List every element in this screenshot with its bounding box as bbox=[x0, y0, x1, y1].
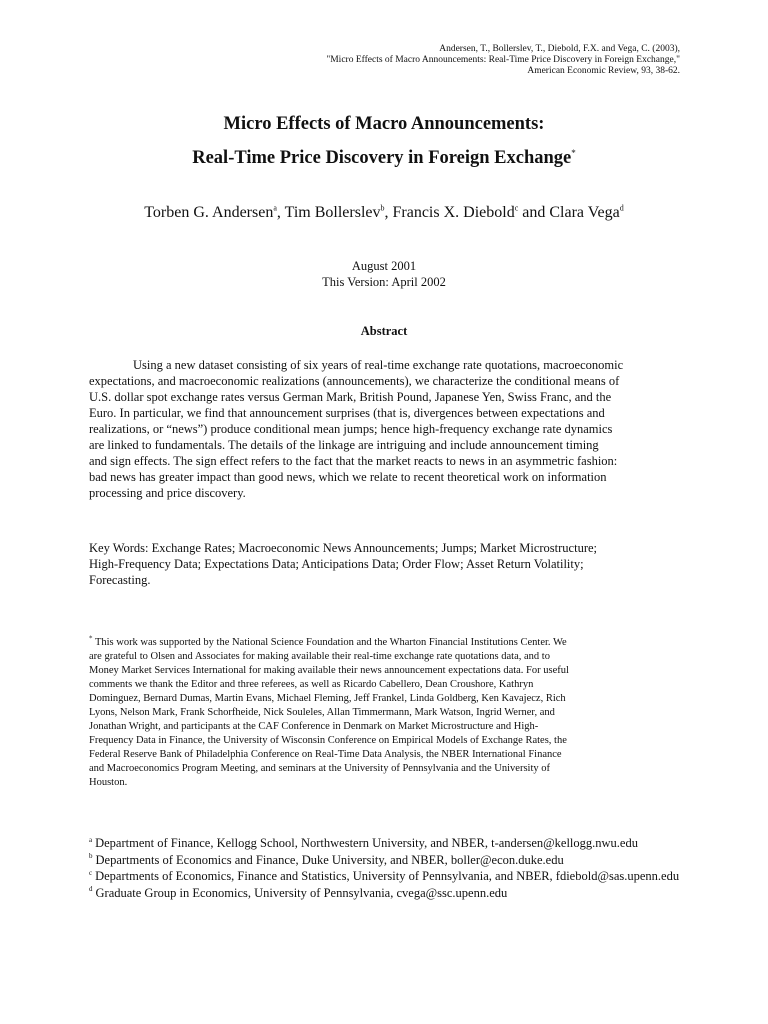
abstract-line: are linked to fundamentals. The details of the linkage are intriguing and include announcement timing bbox=[89, 438, 599, 452]
affiliation-text: Department of Finance, Kellogg School, Northwestern University, and NBER, t-andersen@kellogg.nwu.edu bbox=[95, 836, 638, 850]
paper-title-line-1: Micro Effects of Macro Announcements: bbox=[223, 114, 545, 134]
footnote-line: are grateful to Olsen and Associates for making available their real-time exchange rate quotations data, and to bbox=[89, 651, 550, 662]
abstract-line: Euro. In particular, we find that announcement surprises (that is, divergences between expectations and bbox=[89, 406, 605, 420]
author-affiliation-mark: a bbox=[273, 203, 277, 213]
affiliation-text: Departments of Economics, Finance and Statistics, University of Pennsylvania, and NBER, fdiebold@sas.upenn.edu bbox=[95, 869, 680, 883]
affiliation-item bbox=[89, 885, 749, 902]
affiliation-item bbox=[89, 835, 749, 852]
paper-title-line-2 bbox=[0, 147, 768, 169]
footnote-line: Lyons, Nelson Mark, Frank Schorfheide, Nick Souleles, Allan Timmermann, Mark Watson, Ingrid Werner, and bbox=[89, 707, 555, 718]
abstract-line: Using a new dataset consisting of six years of real-time exchange rate quotations, macroeconomic bbox=[133, 358, 624, 372]
affiliation-item bbox=[89, 868, 749, 885]
author-name: Francis X. Diebold bbox=[392, 204, 515, 221]
author-affiliation-mark: b bbox=[380, 203, 385, 213]
abstract-line: expectations, and macroeconomic realizations (announcements), we characterize the conditional means of bbox=[89, 374, 620, 388]
keywords-line: High-Frequency Data; Expectations Data; Anticipations Data; Order Flow; Asset Return Volatility; bbox=[89, 557, 584, 571]
affiliation-mark: b bbox=[89, 852, 93, 861]
author-name: Clara Vega bbox=[549, 204, 620, 221]
author-affiliation-mark: d bbox=[619, 203, 624, 213]
affiliation-text: Graduate Group in Economics, University of Pennsylvania, cvega@ssc.upenn.edu bbox=[95, 885, 508, 900]
footnote-line: Money Market Services International for making available their news announcement expectations data. For useful bbox=[89, 665, 569, 676]
citation-line: American Economic Review, 93, 38-62. bbox=[527, 66, 680, 76]
citation-line: Andersen, T., Bollerslev, T., Diebold, F.X. and Vega, C. (2003), bbox=[439, 44, 680, 54]
footnote-line: Frequency Data in Finance, the University of Wisconsin Conference on Empirical Models of Exchange Rates, the bbox=[89, 735, 567, 746]
author-affiliation-mark: c bbox=[514, 203, 519, 213]
abstract-line: U.S. dollar spot exchange rates versus German Mark, British Pound, Japanese Yen, Swiss Franc, and the bbox=[89, 390, 612, 404]
keywords-line: Key Words: Exchange Rates; Macroeconomic News Announcements; Jumps; Market Microstructure; bbox=[89, 541, 598, 555]
affiliation-mark: d bbox=[89, 885, 93, 894]
abstract-line: and sign effects. The sign effect refers to the fact that the market reacts to news in an asymmetric fashion: bbox=[89, 454, 618, 468]
author-separator: , bbox=[276, 204, 285, 221]
version-date: This Version: April 2002 bbox=[322, 275, 446, 289]
citation-line: "Micro Effects of Macro Announcements: Real-Time Price Discovery in Foreign Exchange," bbox=[326, 55, 680, 65]
abstract-body bbox=[89, 357, 689, 501]
affiliation-mark: a bbox=[89, 835, 93, 844]
author-name: Torben G. Andersen bbox=[144, 204, 274, 221]
footnote-line: Federal Reserve Bank of Philadelphia Conference on Real-Time Data Analysis, the NBER International Finance bbox=[89, 749, 562, 760]
keywords-line: Forecasting. bbox=[89, 573, 151, 587]
acknowledgement-footnote bbox=[89, 636, 689, 790]
affiliation-mark: c bbox=[89, 868, 93, 877]
abstract-line: bad news has greater impact than good news, which we relate to recent theoretical work on information bbox=[89, 470, 607, 484]
citation-block bbox=[220, 44, 680, 77]
date-block bbox=[0, 258, 768, 290]
footnote-mark: * bbox=[89, 634, 93, 643]
footnote-line: Houston. bbox=[89, 777, 128, 788]
author-separator: and bbox=[518, 204, 550, 221]
footnote-line bbox=[89, 636, 689, 650]
abstract-heading: Abstract bbox=[360, 324, 408, 338]
footnote-line: Jonathan Wright, and participants at the CAF Conference in Denmark on Market Microstructure and High- bbox=[89, 721, 539, 732]
affiliation-item bbox=[89, 852, 749, 869]
footnote-line: and Macroeconomics Program Meeting, and seminars at the University of Pennsylvania and the University of bbox=[89, 763, 551, 774]
abstract-line: realizations, or “news”) produce conditional mean jumps; hence high-frequency exchange rate dynamics bbox=[89, 422, 613, 436]
abstract-line: processing and price discovery. bbox=[89, 486, 246, 500]
keywords-block bbox=[89, 540, 689, 588]
footnote-text: This work was supported by the National Science Foundation and the Wharton Financial Institutions Center. We bbox=[94, 637, 567, 648]
original-date: August 2001 bbox=[351, 259, 417, 273]
author-separator: , bbox=[384, 204, 393, 221]
affiliation-text: Departments of Economics and Finance, Duke University, and NBER, boller@econ.duke.edu bbox=[95, 852, 564, 867]
footnote-line: comments we thank the Editor and three referees, as well as Ricardo Cabellero, Dean Croushore, Kathryn bbox=[89, 679, 534, 690]
author-name: Tim Bollerslev bbox=[284, 204, 381, 221]
author-list bbox=[0, 203, 768, 223]
paper-title-text: Real-Time Price Discovery in Foreign Exchange bbox=[192, 148, 572, 168]
footnote-line: Dominguez, Bernard Dumas, Martin Evans, Michael Fleming, Jeff Frankel, Linda Goldberg, Ken Kavajecz, Rich bbox=[89, 693, 566, 704]
affiliation-list bbox=[89, 835, 749, 901]
title-footnote-mark: * bbox=[571, 147, 576, 158]
